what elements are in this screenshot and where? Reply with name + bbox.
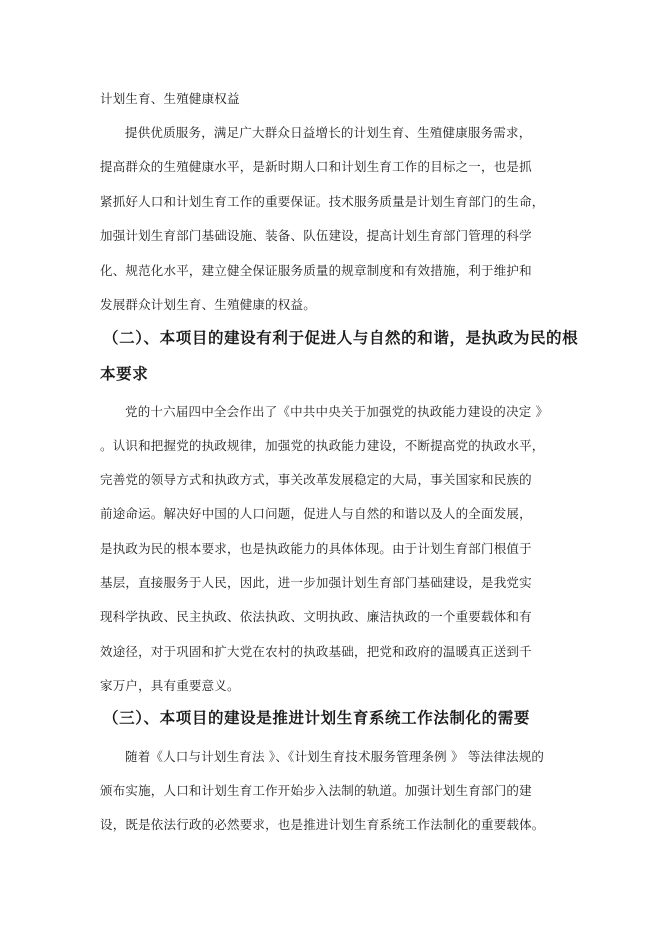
paragraph-line: 效途径，对于巩固和扩大党在农村的执政基础，把党和政府的温暖真正送到千 [100, 644, 532, 659]
section-heading: （三）、本项目的建设是推进计划生育系统工作法制化的需要 [103, 709, 530, 727]
paragraph-line: 是执政为民的根本要求，也是执政能力的具体体现。由于计划生育部门根值于 [100, 541, 532, 556]
paragraph-line: 基层，直接服务于人民，因此，进一步加强计划生育部门基础建设，是我党实 [100, 575, 532, 590]
paragraph-line: 提供优质服务，满足广大群众日益增长的计划生育、生殖健康服务需求， [125, 125, 532, 140]
paragraph-line: 党的十六届四中全会作出了《中共中央关于加强党的执政能力建设的决定 》 [125, 404, 549, 419]
section-heading: 本要求 [100, 365, 149, 383]
section-heading: （二）、本项目的建设有利于促进人与自然的和谐，是执政为民的根 [103, 329, 579, 347]
paragraph-line: 发展群众计划生育、生殖健康的权益。 [100, 297, 316, 312]
paragraph-line: 颁布实施，人口和计划生育工作开始步入法制的轨道。加强计划生育部门的建 [100, 783, 532, 798]
paragraph-line: 计划生育、生殖健康权益 [100, 91, 240, 106]
paragraph-line: 紧抓好人口和计划生育工作的重要保证。技术服务质量是计划生育部门的生命， [100, 194, 545, 209]
paragraph-line: 加强计划生育部门基础设施、装备、队伍建设，提高计划生育部门管理的科学 [100, 228, 532, 243]
paragraph-line: 现科学执政、民主执政、依法执政、文明执政、廉洁执政的一个重要载体和有 [100, 609, 532, 624]
paragraph-line: 。认识和把握党的执政规律，加强党的执政能力建设，不断提高党的执政水平， [100, 438, 545, 453]
paragraph-line: 随着《人口与计划生育法 》、《计划生育技术服务管理条例 》 等法律法规的 [125, 749, 545, 764]
paragraph-line: 化、规范化水平，建立健全保证服务质量的规章制度和有效措施，利于维护和 [100, 263, 532, 278]
paragraph-line: 完善党的领导方式和执政方式，事关改革发展稳定的大局，事关国家和民族的 [100, 472, 532, 487]
paragraph-line: 提高群众的生殖健康水平，是新时期人口和计划生育工作的目标之一，也是抓 [100, 159, 532, 174]
paragraph-line: 家万户，具有重要意义。 [100, 678, 240, 693]
paragraph-line: 设，既是依法行政的必然要求，也是推进计划生育系统工作法制化的重要载体。 [100, 817, 545, 832]
paragraph-line: 前途命运。解决好中国的人口问题，促进人与自然的和谐以及人的全面发展， [100, 506, 532, 521]
